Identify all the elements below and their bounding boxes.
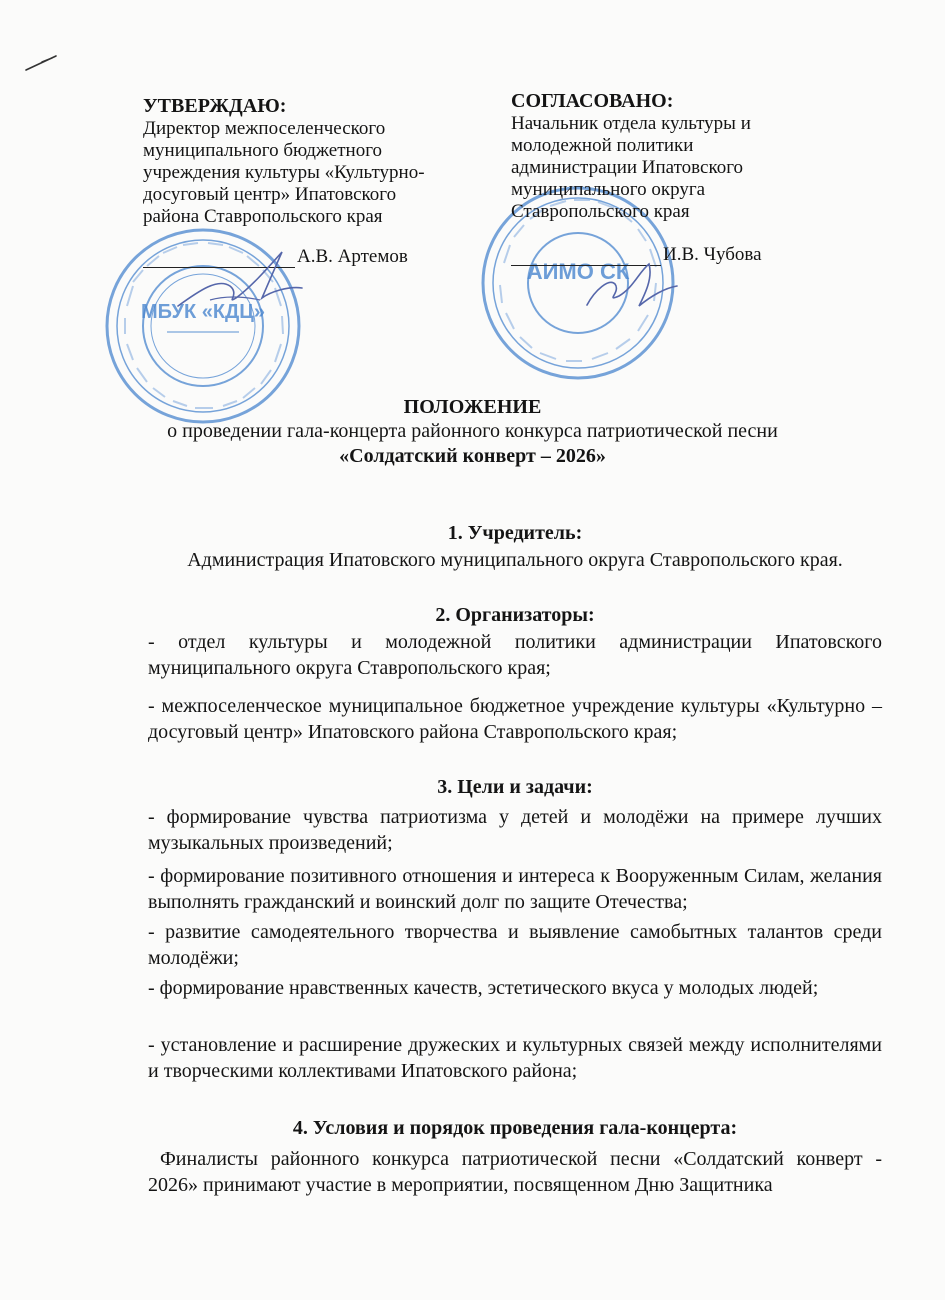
- section-heading: 1. Учредитель:: [447, 522, 583, 544]
- section-list-item: - формирование нравственных качеств, эстетического вкуса у молодых людей;: [148, 977, 819, 999]
- agree-title: СОГЛАСОВАНО:: [511, 90, 674, 112]
- agree-line: молодежной политики: [511, 135, 694, 156]
- section-heading: 2. Организаторы:: [435, 604, 595, 626]
- pen-mark: [22, 40, 72, 80]
- document-subtitle: о проведении гала-концерта районного конкурса патриотической песни: [167, 420, 778, 442]
- approve-line: учреждения культуры «Культурно-: [143, 162, 425, 183]
- section-list-item: - формирование позитивного отношения и интереса к Вооруженным Силам, желания выполнять гражданский и воинский долг по защите Отечества;: [148, 865, 882, 913]
- agree-line: муниципального округа: [511, 179, 706, 200]
- left-handwritten-signature: [170, 240, 310, 320]
- agree-line: Ставропольского края: [511, 201, 690, 222]
- approve-signer: А.В. Артемов: [297, 246, 408, 267]
- agreement-block: [511, 90, 811, 266]
- approve-line: района Ставропольского края: [143, 206, 383, 227]
- section-list-item: - установление и расширение дружеских и культурных связей между исполнителями и творческими коллективами Ипатовского района;: [148, 1034, 882, 1082]
- agree-signer: И.В. Чубова: [663, 244, 762, 265]
- approve-line: Директор межпоселенческого: [143, 118, 386, 139]
- section-list-item: - формирование чувства патриотизма у детей и молодёжи на примере лучших музыкальных произведений;: [148, 806, 882, 854]
- left-stamp-text: МБУК «КДЦ»: [140, 301, 266, 323]
- contest-name: «Солдатский конверт – 2026»: [339, 445, 606, 467]
- section-heading: 4. Условия и порядок проведения гала-концерта:: [292, 1117, 738, 1139]
- approve-line: муниципального бюджетного: [143, 140, 383, 161]
- approve-title: УТВЕРЖДАЮ:: [143, 95, 287, 117]
- document-title: ПОЛОЖЕНИЕ: [403, 396, 542, 418]
- section-list-item: - отдел культуры и молодежной политики администрации Ипатовского муниципального округа Ставропольского края;: [148, 631, 882, 679]
- section-list-item: - межпоселенческое муниципальное бюджетное учреждение культуры «Культурно – досуговый центр» Ипатовского района Ставропольского края;: [148, 695, 882, 743]
- section-list-item: - развитие самодеятельного творчества и выявление самобытных талантов среди молодёжи;: [148, 921, 882, 969]
- agree-line: Начальник отдела культуры и: [511, 113, 751, 134]
- section-heading: 3. Цели и задачи:: [437, 776, 593, 798]
- right-stamp-text: АИМО СК: [526, 259, 630, 284]
- right-handwritten-signature: [575, 250, 685, 320]
- agree-line: администрации Ипатовского: [511, 157, 744, 178]
- section-text: Администрация Ипатовского муниципального округа Ставропольского края.: [187, 549, 843, 571]
- approve-line: досуговый центр» Ипатовского: [143, 184, 397, 205]
- section-text: Финалисты районного конкурса патриотической песни «Солдатский конверт - 2026» принимают участие в мероприятии, посвященном Дню Защитника: [148, 1148, 882, 1196]
